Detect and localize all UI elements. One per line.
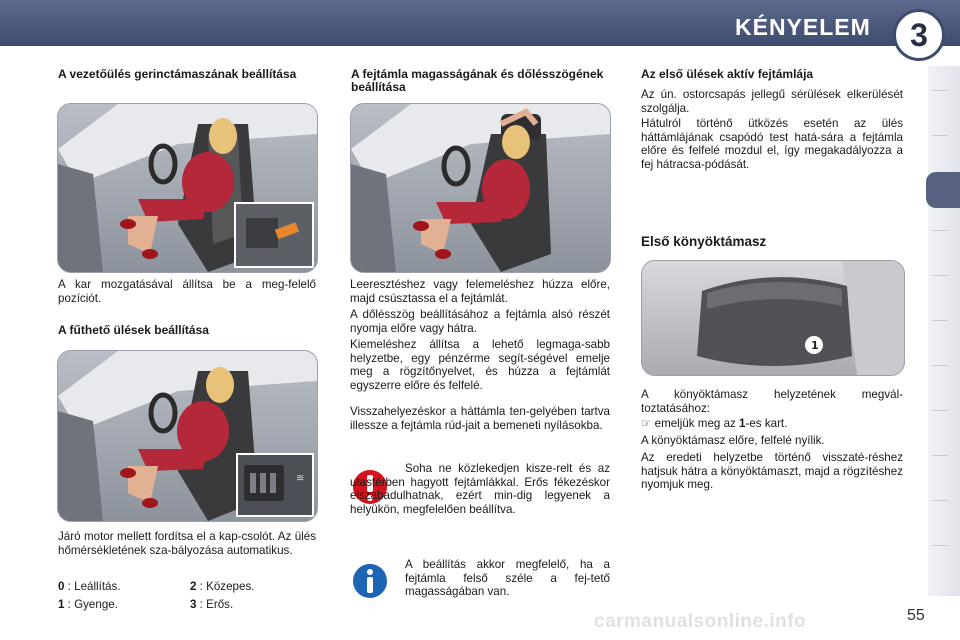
watermark: carmanualsonline.info xyxy=(594,611,807,632)
armrest-bullet: ☞ emeljük meg az 1-es kart. xyxy=(641,417,788,430)
tab-divider xyxy=(932,135,948,136)
heating-knob-inset xyxy=(236,453,314,517)
heated-seats-text: Járó motor mellett fordítsa el a kap-csolót. Az ülés hőmérsékletének sza-bályozása automatikus. xyxy=(58,530,316,557)
tab-divider xyxy=(932,230,948,231)
tab-divider xyxy=(932,410,948,411)
tab-divider xyxy=(932,320,948,321)
heat-level-1: 1 : Gyenge. xyxy=(58,598,118,611)
active-headrest-p1: Az ún. ostorcsapás jellegű sérülések elkerülését szolgálja. xyxy=(641,88,903,115)
tab-divider xyxy=(932,275,948,276)
lumbar-support-text: A kar mozgatásával állítsa be a meg-felelő pozíciót. xyxy=(58,278,316,305)
info-icon xyxy=(350,561,390,601)
headrest-para-2: A dőlésszög beállításához a fejtámla alsó részét nyomja előre vagy hátra. xyxy=(350,308,610,335)
armrest-callout-label: 1 xyxy=(811,339,819,352)
armrest-p3: A könyöktámasz helyzetének megvál-toztatásához: xyxy=(641,388,903,415)
armrest-title: Első könyöktámasz xyxy=(641,234,767,249)
armrest-p4: A könyöktámasz előre, felfelé nyílik. xyxy=(641,434,825,447)
lumbar-support-photo xyxy=(57,103,318,273)
info-text: A beállítás akkor megfelelő, ha a fejtámla felső széle a fej-tető magasságában van. xyxy=(405,558,610,598)
headrest-title: A fejtámla magasságának és dőlésszögének beállítása xyxy=(351,67,604,94)
tab-divider xyxy=(932,545,948,546)
tab-divider xyxy=(932,90,948,91)
tab-divider xyxy=(932,500,948,501)
lever-detail-inset xyxy=(234,202,314,268)
heat-level-0: 0 : Leállítás. xyxy=(58,580,121,593)
heat-level-2: 2 : Közepes. xyxy=(190,580,255,593)
svg-text:≋: ≋ xyxy=(296,473,305,484)
heat-level-3: 3 : Erős. xyxy=(190,598,234,611)
tab-divider xyxy=(932,365,948,366)
pointing-hand-icon: ☞ xyxy=(641,417,652,430)
chapter-tab-strip xyxy=(928,66,960,596)
lumbar-support-title: A vezetőülés gerinctámaszának beállítása xyxy=(58,67,297,81)
active-headrest-p2: Hátulról történő ütközés esetén az ülés háttámlájának csapódó test hatá-sára a fejtámla előre és felfelé mozdul el, így megakadályozza a fej hátracsa-pódását. xyxy=(641,117,903,171)
chapter-tab-active[interactable] xyxy=(926,172,960,208)
tab-divider xyxy=(932,455,948,456)
headrest-para-3: Kiemeléshez állítsa a lehető legmaga-sabb helyzetbe, egy pénzérme segít-ségével emelje meg a rögzítőnyelvet, és húzza a fejtámlát egyszerre előre és felfelé. xyxy=(350,338,610,392)
page-number: 55 xyxy=(907,607,925,624)
heated-seats-title: A fűthető ülések beállítása xyxy=(58,323,209,337)
armrest-p5: Az eredeti helyzetbe történő visszaté-réshez hatjsuk hátra a könyöktámaszt, majd a rögzítéshez nyomjuk meg. xyxy=(641,451,903,491)
heated-seats-photo xyxy=(57,350,318,522)
chapter-number: 3 xyxy=(893,9,945,61)
warning-text: Soha ne közlekedjen kisze-relt és az utastérben hagyott fejtámlákkal. Erős fékezéskor elszabadulhatnak, ezért min-dig legyenek a helyükön, megfelelően beállítva. xyxy=(350,462,610,516)
headrest-photo xyxy=(350,103,611,273)
active-headrest-title: Az első ülések aktív fejtámlája xyxy=(641,67,814,81)
headrest-para-4: Visszahelyezéskor a háttámla ten-gelyében tartva illessze a fejtámla rúd-jait a bemeneti nyílásokba. xyxy=(350,405,610,432)
headrest-para-1: Leeresztéshez vagy felemeléshez húzza előre, majd csúsztassa el a fejtámlát. xyxy=(350,278,610,305)
chapter-title: KÉNYELEM xyxy=(735,14,871,40)
armrest-photo xyxy=(641,260,905,376)
